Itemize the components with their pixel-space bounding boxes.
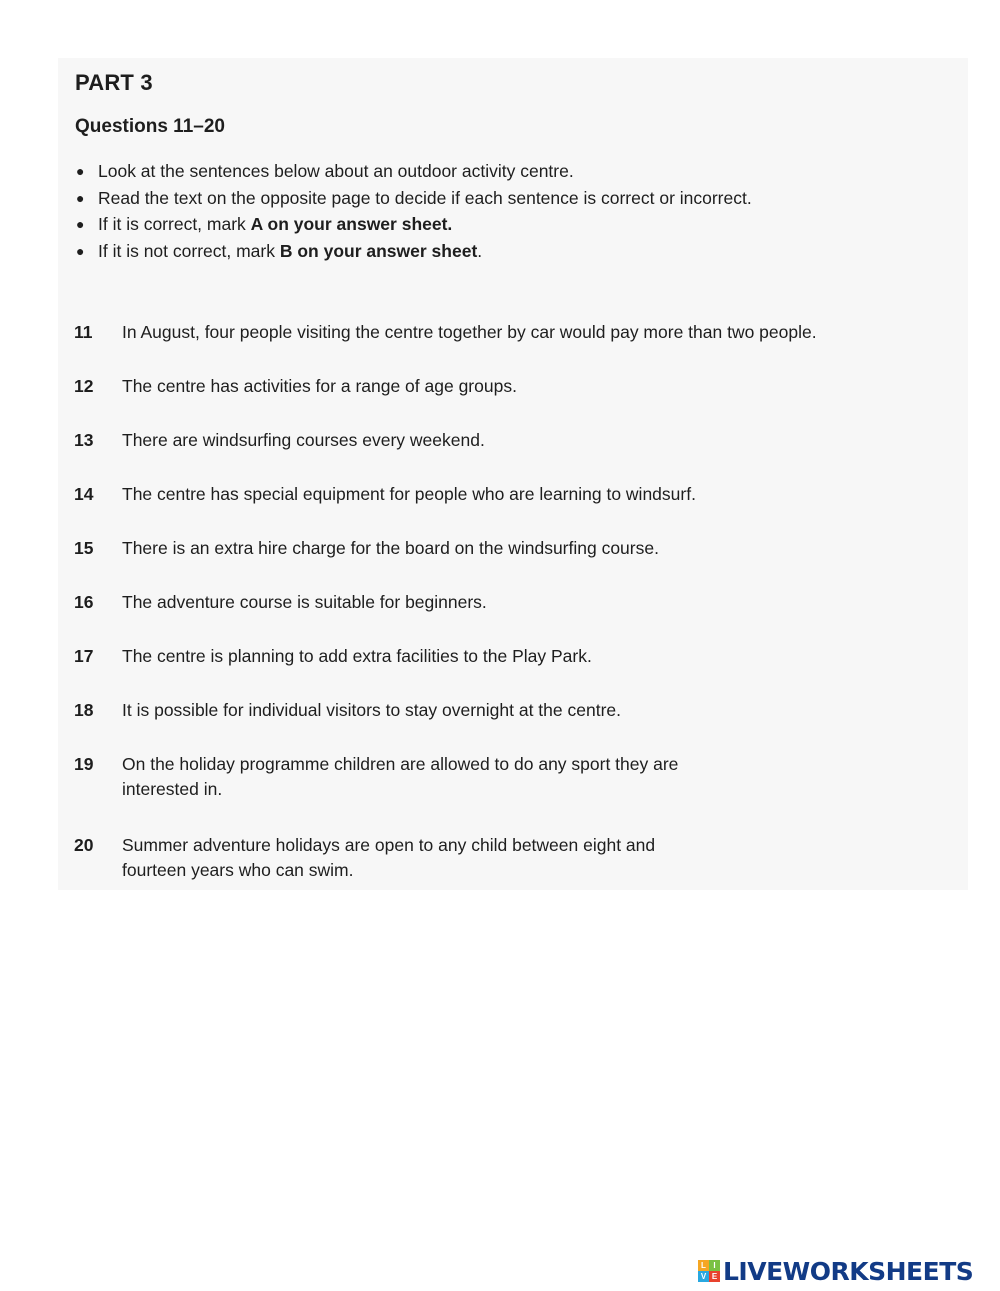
question-text: The centre has activities for a range of age groups. [122,376,517,396]
question-text: There are windsurfing courses every weekend. [122,430,485,450]
instruction-item: ● If it is correct, mark A on your answer sheet. [75,211,752,238]
part-title: PART 3 [75,70,153,95]
question-text: In August, four people visiting the centre together by car would pay more than two people. [122,322,817,342]
question-number: 11 [74,322,93,342]
question-number: 14 [74,484,94,504]
logo-text: LIVEWORKSHEETS [723,1256,974,1286]
question-text: The adventure course is suitable for beginners. [122,592,487,612]
bullet-icon: ● [76,189,85,206]
question-text: The centre is planning to add extra facilities to the Play Park. [122,646,592,666]
questions-title: Questions 11–20 [75,116,225,137]
question-text: Summer adventure holidays are open to any child between eight and [122,835,656,855]
question-text: On the holiday programme children are allowed to do any sport they are [122,754,679,774]
question-number: 19 [74,754,94,774]
question-number: 18 [74,700,94,720]
question-number: 20 [74,835,94,855]
question-text: The centre has special equipment for people who are learning to windsurf. [122,484,696,504]
worksheet-page [58,58,968,890]
question-text-continued: interested in. [122,779,223,799]
question-number: 17 [74,646,94,666]
bullet-icon: ● [76,163,85,179]
liveworksheets-logo-icon: L I V E [698,1260,720,1282]
bullet-icon: ● [76,242,85,259]
bullet-icon: ● [76,216,85,232]
question-text: There is an extra hire charge for the board on the windsurfing course. [122,538,659,558]
question-number: 16 [74,592,94,612]
instruction-item: ● Look at the sentences below about an outdoor activity centre. [75,158,752,185]
liveworksheets-logo[interactable] [698,1256,973,1286]
question-number: 13 [74,430,94,450]
question-number: 15 [74,538,94,558]
question-text-continued: fourteen years who can swim. [122,860,354,880]
question-text: It is possible for individual visitors to stay overnight at the centre. [122,700,621,720]
question-number: 12 [74,376,94,396]
instructions-list [75,158,752,264]
instruction-item: ● Read the text on the opposite page to decide if each sentence is correct or incorrect. [75,185,752,212]
instruction-item: ● If it is not correct, mark B on your answer sheet. [75,238,752,265]
